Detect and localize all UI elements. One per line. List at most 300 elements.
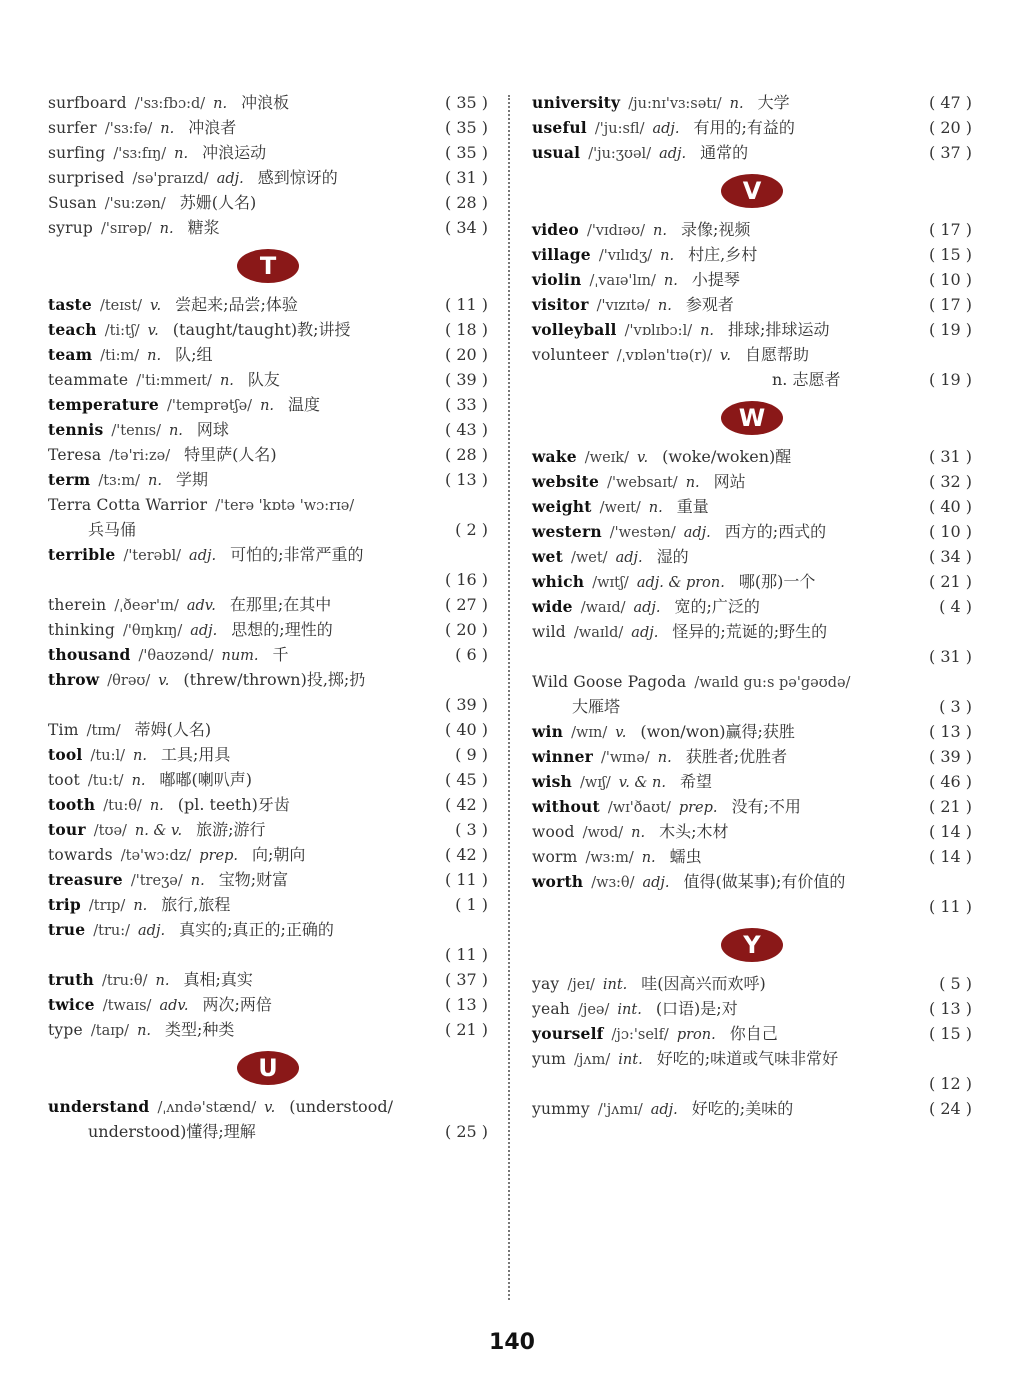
glossary-entry xyxy=(48,767,488,792)
entry-phonetic: /waɪld/ xyxy=(573,625,624,641)
entry-part-of-speech: n. xyxy=(657,750,672,766)
entry-phonetic: /sə'praɪzd/ xyxy=(132,171,209,187)
glossary-entry xyxy=(48,592,488,617)
entry-continuation: understood)懂得;理解 xyxy=(88,1122,256,1141)
glossary-entry xyxy=(532,594,972,619)
entry-definition: 哪(那)一个 xyxy=(738,572,816,591)
glossary-entry xyxy=(48,892,488,917)
entry-definition: (口语)是;对 xyxy=(655,999,738,1018)
entry-part-of-speech: adj. xyxy=(683,525,711,541)
entry-part-of-speech: n. xyxy=(663,273,678,289)
entry-page-reference: ( 28 ) xyxy=(444,193,488,212)
entry-part-of-speech: adj. xyxy=(190,623,218,639)
glossary-entry xyxy=(48,467,488,492)
entry-word: without xyxy=(532,797,600,816)
entry-phonetic: /ti:m/ xyxy=(100,348,140,364)
entry-phonetic: /wɪ'ðaʊt/ xyxy=(607,800,671,816)
entry-phonetic: /tʊə/ xyxy=(93,823,127,839)
right-column xyxy=(532,90,972,1121)
column-divider xyxy=(508,95,510,1300)
entry-part-of-speech: adj. & pron. xyxy=(636,575,725,591)
entry-part-of-speech: n. xyxy=(190,873,205,889)
entry-phonetic: /ˌʌndə'stænd/ xyxy=(157,1100,257,1116)
entry-definition: 在那里;在其中 xyxy=(229,595,332,614)
entry-part-of-speech: n. xyxy=(133,748,147,764)
glossary-entry xyxy=(532,1021,972,1046)
glossary-entry xyxy=(48,817,488,842)
entry-part-of-speech: v. xyxy=(150,298,162,314)
entry-part-of-speech: v. xyxy=(636,450,649,466)
entry-definition: 千 xyxy=(272,645,289,664)
entry-page-reference: ( 45 ) xyxy=(444,770,488,789)
glossary-entry xyxy=(48,742,488,767)
entry-definition: 哇(因高兴而欢呼) xyxy=(641,974,766,993)
entry-definition: 小提琴 xyxy=(691,270,740,289)
entry-word: video xyxy=(532,220,579,239)
entry-word: twice xyxy=(48,995,95,1014)
entry-page-reference: ( 33 ) xyxy=(444,395,488,414)
letter-badge: V xyxy=(721,174,783,208)
entry-definition: 好吃的;美味的 xyxy=(691,1099,794,1118)
entry-page-reference: ( 15 ) xyxy=(928,1024,972,1043)
entry-phonetic: /wɪʃ/ xyxy=(580,775,611,791)
glossary-entry xyxy=(532,140,972,165)
entry-word: tool xyxy=(48,745,83,764)
entry-word: yum xyxy=(532,1050,567,1068)
entry-word: Teresa xyxy=(48,446,102,464)
entry-page-reference: ( 17 ) xyxy=(928,295,972,314)
entry-definition: 重量 xyxy=(676,497,709,516)
entry-definition: 蠕虫 xyxy=(669,847,702,866)
glossary-entry xyxy=(48,392,488,417)
glossary-entry xyxy=(532,1046,972,1096)
glossary-entry xyxy=(532,996,972,1021)
entry-definition: 你自己 xyxy=(729,1024,778,1043)
glossary-entry xyxy=(532,544,972,569)
glossary-entry xyxy=(48,542,488,592)
entry-part-of-speech: adv. xyxy=(159,998,189,1014)
glossary-entry xyxy=(532,292,972,317)
entry-definition: 自愿帮助 xyxy=(744,345,809,364)
entry-phonetic: /weɪk/ xyxy=(584,450,629,466)
entry-page-reference: ( 31 ) xyxy=(928,647,972,666)
entry-word: type xyxy=(48,1021,83,1039)
letter-section-header xyxy=(48,240,488,292)
entry-page-reference: ( 19 ) xyxy=(928,370,972,389)
entry-page-reference: ( 43 ) xyxy=(444,420,488,439)
entry-phonetic: /'vɪdɪəʊ/ xyxy=(586,223,646,239)
entry-definition: 通常的 xyxy=(700,143,749,162)
entry-part-of-speech: adj. xyxy=(642,875,670,891)
glossary-entry xyxy=(532,494,972,519)
entry-word: thousand xyxy=(48,645,131,664)
entry-definition: 大学 xyxy=(757,93,790,112)
entry-phonetic: /'temprətʃə/ xyxy=(167,398,253,414)
glossary-entry xyxy=(532,1096,972,1121)
entry-definition: 好吃的;味道或气味非常好 xyxy=(656,1049,839,1068)
glossary-entry xyxy=(532,267,972,292)
entry-page-reference: ( 20 ) xyxy=(928,118,972,137)
entry-phonetic: /waɪd/ xyxy=(580,600,626,616)
entry-definition: 温度 xyxy=(288,395,321,414)
glossary-entry xyxy=(48,717,488,742)
glossary-entry xyxy=(532,342,972,392)
entry-word: tour xyxy=(48,820,86,839)
entry-definition: 队友 xyxy=(247,370,280,389)
entry-part-of-speech: v. xyxy=(264,1100,276,1116)
entry-word: towards xyxy=(48,846,113,864)
entry-phonetic: /ti:tʃ/ xyxy=(104,323,140,339)
letter-badge: W xyxy=(721,401,783,435)
entry-phonetic: /jʌm/ xyxy=(574,1052,611,1068)
entry-phonetic: /'sɜ:fbɔ:d/ xyxy=(134,96,206,112)
entry-page-reference: ( 18 ) xyxy=(444,320,488,339)
glossary-entry xyxy=(532,971,972,996)
entry-part-of-speech: n. & v. xyxy=(134,823,183,839)
entry-part-of-speech: prep. xyxy=(678,800,718,816)
entry-page-reference: ( 42 ) xyxy=(444,845,488,864)
entry-word: understand xyxy=(48,1097,150,1116)
entry-definition: 可怕的;非常严重的 xyxy=(230,545,364,564)
glossary-entry xyxy=(532,444,972,469)
glossary-entry xyxy=(48,792,488,817)
entry-page-reference: ( 2 ) xyxy=(455,520,488,539)
glossary-entry xyxy=(532,744,972,769)
entry-definition: 冲浪运动 xyxy=(202,143,267,162)
entry-phonetic: /tɪm/ xyxy=(86,723,121,739)
entry-phonetic: /'websaɪt/ xyxy=(607,475,678,491)
entry-phonetic: /tu:l/ xyxy=(90,748,125,764)
entry-definition: (taught/taught)教;讲授 xyxy=(172,320,351,339)
entry-definition: 思想的;理性的 xyxy=(231,620,333,639)
entry-part-of-speech: n. xyxy=(168,423,183,439)
entry-part-of-speech: n. xyxy=(219,373,234,389)
entry-page-reference: ( 13 ) xyxy=(928,999,972,1018)
entry-page-reference: ( 13 ) xyxy=(928,722,972,741)
entry-continuation: n. 志愿者 xyxy=(772,370,841,389)
entry-phonetic: /θrəʊ/ xyxy=(107,673,151,689)
entry-phonetic: /ju:nɪ'vɜ:sətɪ/ xyxy=(628,96,722,112)
entry-word: surfboard xyxy=(48,94,127,112)
entry-phonetic: /tru:/ xyxy=(93,923,131,939)
entry-part-of-speech: n. xyxy=(641,850,656,866)
entry-phonetic: /'θɪŋkɪŋ/ xyxy=(123,623,183,639)
entry-word: village xyxy=(532,245,591,264)
entry-phonetic: /tu:θ/ xyxy=(103,798,142,814)
entry-phonetic: /'treʒə/ xyxy=(130,873,183,889)
entry-page-reference: ( 13 ) xyxy=(444,470,488,489)
entry-phonetic: /twaɪs/ xyxy=(102,998,152,1014)
entry-phonetic: /weɪt/ xyxy=(599,500,641,516)
entry-word: truth xyxy=(48,970,95,989)
glossary-entry xyxy=(48,115,488,140)
glossary-entry xyxy=(48,842,488,867)
entry-definition: 嘟嘟(喇叭声) xyxy=(159,770,253,789)
entry-definition: 没有;不用 xyxy=(731,797,801,816)
entry-definition: 队;组 xyxy=(175,345,213,364)
glossary-entry xyxy=(532,90,972,115)
entry-word: win xyxy=(532,722,564,741)
glossary-entry xyxy=(48,667,488,717)
glossary-entry xyxy=(48,140,488,165)
entry-part-of-speech: v. xyxy=(615,725,627,741)
entry-part-of-speech: n. xyxy=(133,898,148,914)
entry-phonetic: /'sɜ:fɪŋ/ xyxy=(113,146,167,162)
entry-part-of-speech: n. xyxy=(160,121,175,137)
entry-definition: 学期 xyxy=(175,470,208,489)
entry-continuation: 大雁塔 xyxy=(572,697,621,716)
entry-phonetic: /'wɪnə/ xyxy=(601,750,650,766)
entry-phonetic: /ˌvaɪə'lɪn/ xyxy=(589,273,656,289)
entry-part-of-speech: n. xyxy=(660,248,675,264)
entry-word: syrup xyxy=(48,219,94,237)
entry-part-of-speech: n. xyxy=(159,221,174,237)
left-column xyxy=(48,90,488,1144)
entry-part-of-speech: adj. xyxy=(138,923,166,939)
entry-definition: 真实的;真正的;正确的 xyxy=(179,920,334,939)
glossary-entry xyxy=(48,342,488,367)
entry-definition: 西方的;西式的 xyxy=(724,522,827,541)
entry-word: yourself xyxy=(532,1024,604,1043)
entry-phonetic: /'westən/ xyxy=(609,525,676,541)
letter-badge: Y xyxy=(721,928,783,962)
entry-page-reference: ( 24 ) xyxy=(928,1099,972,1118)
entry-page-reference: ( 5 ) xyxy=(939,974,972,993)
entry-definition: 录像;视频 xyxy=(680,220,751,239)
entry-page-reference: ( 9 ) xyxy=(455,745,488,764)
entry-word: tennis xyxy=(48,420,104,439)
entry-page-reference: ( 37 ) xyxy=(444,970,488,989)
entry-word: yeah xyxy=(532,1000,570,1018)
entry-page-reference: ( 11 ) xyxy=(444,945,488,964)
letter-section-header xyxy=(48,1042,488,1094)
entry-definition: 值得(做某事);有价值的 xyxy=(683,872,846,891)
entry-phonetic: /'sɜ:fə/ xyxy=(104,121,153,137)
entry-definition: 参观者 xyxy=(685,295,734,314)
entry-definition: 真相;真实 xyxy=(183,970,253,989)
entry-page-reference: ( 19 ) xyxy=(928,320,972,339)
entry-word: weight xyxy=(532,497,592,516)
entry-part-of-speech: n. xyxy=(155,973,170,989)
entry-word: Terra Cotta Warrior xyxy=(48,496,208,514)
entry-part-of-speech: num. xyxy=(221,648,259,664)
entry-page-reference: ( 28 ) xyxy=(444,445,488,464)
entry-phonetic: /wɜ:m/ xyxy=(585,850,634,866)
entry-part-of-speech: adj. xyxy=(659,146,687,162)
glossary-entry xyxy=(532,844,972,869)
glossary-entry xyxy=(48,1094,488,1144)
entry-word: wet xyxy=(532,547,563,566)
entry-part-of-speech: n. xyxy=(631,825,646,841)
entry-page-reference: ( 3 ) xyxy=(455,820,488,839)
entry-phonetic: /'su:zən/ xyxy=(104,196,166,212)
entry-definition: 两次;两倍 xyxy=(202,995,272,1014)
entry-part-of-speech: adj. xyxy=(650,1102,678,1118)
entry-word: surfer xyxy=(48,119,97,137)
glossary-entry xyxy=(532,669,972,719)
entry-phonetic: /tə'wɔ:dz/ xyxy=(120,848,192,864)
entry-word: wild xyxy=(532,623,566,641)
glossary-entry xyxy=(532,519,972,544)
entry-word: throw xyxy=(48,670,100,689)
entry-part-of-speech: n. xyxy=(685,475,700,491)
entry-definition: 向;朝向 xyxy=(251,845,306,864)
entry-definition: 感到惊讶的 xyxy=(257,168,338,187)
entry-phonetic: /'sɪrəp/ xyxy=(101,221,152,237)
glossary-entry xyxy=(532,769,972,794)
entry-page-reference: ( 14 ) xyxy=(928,822,972,841)
entry-part-of-speech: n. xyxy=(137,1023,152,1039)
entry-word: winner xyxy=(532,747,593,766)
entry-page-reference: ( 4 ) xyxy=(939,597,972,616)
entry-word: visitor xyxy=(532,295,589,314)
entry-page-reference: ( 20 ) xyxy=(444,345,488,364)
entry-phonetic: /'θaʊzənd/ xyxy=(138,648,214,664)
entry-phonetic: /wʊd/ xyxy=(582,825,624,841)
entry-definition: 希望 xyxy=(679,772,712,791)
entry-definition: 冲浪板 xyxy=(241,93,290,112)
glossary-entry xyxy=(532,794,972,819)
entry-part-of-speech: adv. xyxy=(186,598,216,614)
entry-part-of-speech: int. xyxy=(602,977,628,993)
glossary-entry xyxy=(48,215,488,240)
entry-page-reference: ( 31 ) xyxy=(444,168,488,187)
entry-page-reference: ( 3 ) xyxy=(939,697,972,716)
glossary-entry xyxy=(48,917,488,967)
entry-phonetic: /'ju:ʒʊəl/ xyxy=(588,146,652,162)
entry-part-of-speech: n. xyxy=(213,96,228,112)
entry-page-reference: ( 35 ) xyxy=(444,143,488,162)
entry-word: wish xyxy=(532,772,573,791)
entry-part-of-speech: v. & n. xyxy=(618,775,666,791)
entry-definition: 类型;种类 xyxy=(165,1020,235,1039)
entry-word: thinking xyxy=(48,621,116,639)
entry-word: Wild Goose Pagoda xyxy=(532,673,687,691)
entry-page-reference: ( 1 ) xyxy=(455,895,488,914)
entry-phonetic: /tə'ri:zə/ xyxy=(109,448,171,464)
entry-part-of-speech: adj. xyxy=(631,625,659,641)
letter-badge: T xyxy=(237,249,299,283)
entry-phonetic: /jɔ:'self/ xyxy=(611,1027,669,1043)
entry-word: teammate xyxy=(48,371,129,389)
entry-part-of-speech: v. xyxy=(719,348,731,364)
entry-word: university xyxy=(532,93,621,112)
entry-word: trip xyxy=(48,895,81,914)
entry-page-reference: ( 37 ) xyxy=(928,143,972,162)
glossary-entry xyxy=(48,617,488,642)
entry-page-reference: ( 17 ) xyxy=(928,220,972,239)
entry-word: wood xyxy=(532,823,575,841)
entry-definition: 获胜者;优胜者 xyxy=(685,747,788,766)
glossary-entry xyxy=(48,867,488,892)
glossary-entry xyxy=(532,819,972,844)
entry-page-reference: ( 20 ) xyxy=(444,620,488,639)
entry-phonetic: /'jʌmɪ/ xyxy=(597,1102,643,1118)
entry-phonetic: /tɜ:m/ xyxy=(98,473,141,489)
entry-word: toot xyxy=(48,771,80,789)
entry-word: tooth xyxy=(48,795,96,814)
entry-phonetic: /'tenɪs/ xyxy=(111,423,161,439)
entry-word: yummy xyxy=(532,1100,590,1118)
entry-page-reference: ( 39 ) xyxy=(444,370,488,389)
entry-word: Tim xyxy=(48,721,79,739)
glossary-entry xyxy=(48,642,488,667)
entry-definition: 村庄,乡村 xyxy=(688,245,758,264)
entry-phonetic: /'ti:mmeɪt/ xyxy=(136,373,212,389)
entry-phonetic: /wɪtʃ/ xyxy=(592,575,629,591)
glossary-entry xyxy=(48,417,488,442)
entry-word: worth xyxy=(532,872,584,891)
entry-definition: 糖浆 xyxy=(187,218,220,237)
glossary-entry xyxy=(532,217,972,242)
entry-page-reference: ( 27 ) xyxy=(444,595,488,614)
entry-phonetic: /'vɪlɪdʒ/ xyxy=(598,248,653,264)
entry-page-reference: ( 11 ) xyxy=(444,870,488,889)
entry-page-reference: ( 46 ) xyxy=(928,772,972,791)
glossary-entry xyxy=(48,367,488,392)
entry-word: team xyxy=(48,345,93,364)
entry-page-reference: ( 10 ) xyxy=(928,270,972,289)
entry-phonetic: /tu:t/ xyxy=(87,773,124,789)
glossary-entry xyxy=(48,1017,488,1042)
entry-part-of-speech: n. xyxy=(131,773,146,789)
entry-page-reference: ( 11 ) xyxy=(928,897,972,916)
entry-part-of-speech: n. xyxy=(148,473,162,489)
entry-phonetic: /'terə 'kɒtə 'wɔ:rɪə/ xyxy=(215,498,355,514)
entry-phonetic: /ˌðeər'ɪn/ xyxy=(114,598,179,614)
entry-phonetic: /'terəbl/ xyxy=(123,548,182,564)
letter-badge: U xyxy=(237,1051,299,1085)
glossary-entry xyxy=(48,292,488,317)
entry-phonetic: /taɪp/ xyxy=(90,1023,130,1039)
entry-page-reference: ( 35 ) xyxy=(444,118,488,137)
entry-part-of-speech: int. xyxy=(617,1002,642,1018)
entry-page-reference: ( 39 ) xyxy=(444,695,488,714)
entry-definition: 蒂姆(人名) xyxy=(134,720,212,739)
entry-word: website xyxy=(532,472,600,491)
glossary-entry xyxy=(532,469,972,494)
glossary-entry xyxy=(48,190,488,215)
entry-word: volunteer xyxy=(532,346,609,364)
entry-definition: 旅游;游行 xyxy=(196,820,266,839)
entry-word: term xyxy=(48,470,91,489)
entry-part-of-speech: v. xyxy=(158,673,170,689)
glossary-entry xyxy=(532,719,972,744)
glossary-entry xyxy=(48,967,488,992)
entry-page-reference: ( 21 ) xyxy=(444,1020,488,1039)
entry-page-reference: ( 35 ) xyxy=(444,93,488,112)
entry-word: therein xyxy=(48,596,107,614)
entry-definition: 苏姗(人名) xyxy=(179,193,257,212)
entry-definition: (understood/ xyxy=(289,1097,393,1116)
entry-part-of-speech: n. xyxy=(729,96,744,112)
entry-part-of-speech: n. xyxy=(174,146,189,162)
entry-definition: 旅行,旅程 xyxy=(161,895,231,914)
entry-part-of-speech: adj. xyxy=(633,600,661,616)
entry-part-of-speech: prep. xyxy=(199,848,238,864)
entry-page-reference: ( 21 ) xyxy=(928,797,972,816)
letter-section-header xyxy=(532,919,972,971)
entry-word: treasure xyxy=(48,870,123,889)
entry-word: which xyxy=(532,572,585,591)
entry-word: surprised xyxy=(48,169,125,187)
entry-page-reference: ( 6 ) xyxy=(455,645,488,664)
entry-definition: 排球;排球运动 xyxy=(728,320,830,339)
entry-word: Susan xyxy=(48,194,97,212)
entry-phonetic: /tru:θ/ xyxy=(102,973,148,989)
entry-page-reference: ( 34 ) xyxy=(928,547,972,566)
entry-phonetic: /waɪld gu:s pə'gəʊdə/ xyxy=(694,675,851,691)
